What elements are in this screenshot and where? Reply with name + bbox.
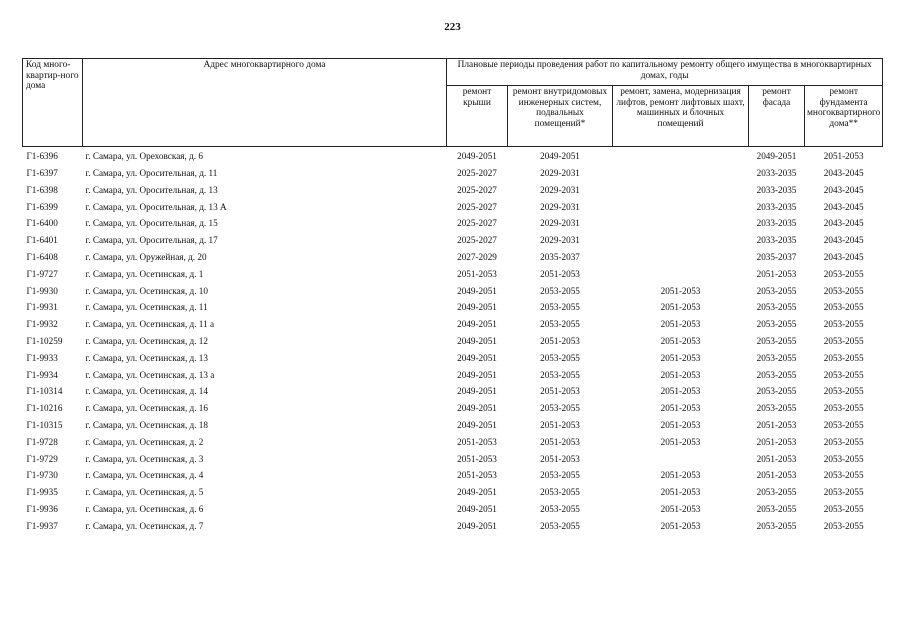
- cell-foundation: 2053-2055: [823, 268, 864, 279]
- table-row: [23, 299, 883, 316]
- cell-elevators: 2051-2053: [660, 336, 701, 347]
- table-row: [23, 417, 883, 434]
- cell-foundation: 2051-2053: [823, 151, 864, 162]
- cell-foundation: 2053-2055: [823, 302, 864, 313]
- cell-foundation: 2053-2055: [823, 453, 864, 464]
- table-row: [23, 434, 883, 451]
- cell-roof: 2049-2051: [457, 420, 497, 430]
- cell-engineering: 2029-2031: [540, 184, 580, 195]
- header-periods: Плановые периоды проведения работ по капитальному ремонту общего имущества в многоквартирных домах, годы: [447, 59, 883, 86]
- cell-address: г. Самара, ул. Осетинская, д. 3: [85, 453, 204, 464]
- cell-roof: 2025-2027: [457, 168, 497, 179]
- cell-elevators: [613, 232, 749, 249]
- cell-address: г. Самара, ул. Осетинская, д. 18: [85, 420, 208, 430]
- cell-address: г. Самара, ул. Осетинская, д. 1: [85, 268, 204, 279]
- cell-engineering: 2053-2055: [540, 470, 580, 481]
- cell-facade: 2053-2055: [756, 503, 797, 514]
- cell-foundation: 2053-2055: [823, 436, 864, 447]
- cell-elevators: 2051-2053: [660, 302, 701, 313]
- cell-address: г. Самара, ул. Оросительная, д. 11: [85, 168, 218, 179]
- cell-roof: 2025-2027: [457, 184, 497, 195]
- cell-roof: 2049-2051: [457, 487, 497, 498]
- cell-code: Г1-9931: [26, 302, 58, 313]
- cell-code: Г1-9727: [26, 268, 58, 279]
- cell-address: г. Самара, ул. Осетинская, д. 11 а: [85, 319, 215, 330]
- cell-foundation: 2053-2055: [823, 403, 864, 414]
- cell-address: г. Самара, ул. Ореховская, д. 6: [85, 151, 203, 162]
- cell-code: Г1-9933: [26, 352, 58, 363]
- table-row: [23, 316, 883, 333]
- cell-engineering: 2053-2055: [540, 487, 580, 498]
- cell-facade: 2051-2053: [756, 268, 797, 279]
- table-row: [23, 232, 883, 249]
- table-row: [23, 467, 883, 484]
- cell-address: г. Самара, ул. Оросительная, д. 13: [85, 184, 218, 195]
- cell-foundation: 2053-2055: [823, 352, 864, 363]
- cell-engineering: 2051-2053: [540, 453, 580, 464]
- cell-code: Г1-10314: [26, 386, 63, 397]
- cell-facade: 2053-2055: [756, 352, 797, 363]
- cell-address: г. Самара, ул. Оросительная, д. 17: [85, 235, 218, 246]
- cell-code: Г1-6398: [26, 184, 58, 195]
- cell-engineering: 2053-2055: [540, 369, 580, 380]
- cell-address: г. Самара, ул. Осетинская, д. 16: [85, 403, 208, 414]
- cell-facade: 2053-2055: [756, 319, 797, 330]
- cell-code: Г1-6397: [26, 168, 58, 179]
- cell-facade: 2033-2035: [756, 184, 797, 195]
- header-foundation: ремонт фундамента многоквартирного дома**: [805, 86, 883, 147]
- cell-code: Г1-6401: [26, 235, 58, 246]
- cell-roof: 2049-2051: [457, 503, 497, 514]
- cell-roof: 2049-2051: [457, 386, 497, 397]
- cell-address: г. Самара, ул. Оросительная, д. 15: [85, 218, 218, 229]
- table-row: [23, 249, 883, 266]
- cell-code: Г1-6396: [26, 151, 58, 162]
- cell-roof: 2051-2053: [457, 470, 497, 481]
- cell-roof: 2025-2027: [457, 235, 497, 246]
- cell-facade: 2053-2055: [756, 285, 797, 296]
- cell-elevators: [613, 215, 749, 232]
- cell-foundation: 2053-2055: [823, 520, 864, 531]
- cell-roof: 2049-2051: [457, 352, 497, 363]
- cell-address: г. Самара, ул. Осетинская, д. 13 а: [85, 369, 215, 380]
- cell-elevators: 2051-2053: [660, 520, 701, 531]
- cell-code: Г1-9728: [26, 436, 58, 447]
- cell-roof: 2049-2051: [457, 336, 497, 347]
- cell-elevators: 2051-2053: [660, 487, 701, 498]
- cell-facade: 2033-2035: [756, 201, 797, 212]
- cell-roof: 2051-2053: [457, 268, 497, 279]
- cell-roof: 2049-2051: [457, 151, 497, 162]
- cell-facade: 2035-2037: [756, 252, 797, 263]
- cell-foundation: 2043-2045: [823, 218, 864, 229]
- cell-facade: 2053-2055: [756, 302, 797, 313]
- cell-engineering: 2029-2031: [540, 168, 580, 179]
- cell-code: Г1-10315: [26, 420, 63, 430]
- cell-code: Г1-9930: [26, 285, 58, 296]
- cell-engineering: 2051-2053: [540, 420, 580, 430]
- table-row: [23, 215, 883, 232]
- cell-address: г. Самара, ул. Осетинская, д. 6: [85, 503, 204, 514]
- cell-engineering: 2053-2055: [540, 352, 580, 363]
- cell-elevators: [613, 450, 749, 467]
- cell-roof: 2049-2051: [457, 403, 497, 414]
- cell-engineering: 2051-2053: [540, 268, 580, 279]
- cell-engineering: 2049-2051: [540, 151, 580, 162]
- cell-elevators: [613, 182, 749, 199]
- cell-facade: 2053-2055: [756, 369, 797, 380]
- cell-code: Г1-9937: [26, 520, 58, 531]
- cell-facade: 2051-2053: [756, 420, 797, 430]
- cell-facade: 2053-2055: [756, 520, 797, 531]
- header-engineering: ремонт внутридомовых инженерных систем, подвальных помещений*: [508, 86, 613, 147]
- cell-address: г. Самара, ул. Осетинская, д. 14: [85, 386, 208, 397]
- cell-elevators: 2051-2053: [660, 319, 701, 330]
- cell-foundation: 2043-2045: [823, 201, 864, 212]
- capital-repair-table: [22, 58, 883, 534]
- cell-code: Г1-10259: [26, 336, 63, 347]
- cell-foundation: 2053-2055: [823, 470, 864, 481]
- cell-facade: 2053-2055: [756, 487, 797, 498]
- table-row: [23, 450, 883, 467]
- cell-elevators: 2051-2053: [660, 503, 701, 514]
- cell-roof: 2049-2051: [457, 302, 497, 313]
- table-row: [23, 182, 883, 199]
- cell-facade: 2051-2053: [756, 470, 797, 481]
- cell-foundation: 2043-2045: [823, 184, 864, 195]
- cell-facade: 2053-2055: [756, 336, 797, 347]
- table-row: [23, 383, 883, 400]
- cell-facade: 2033-2035: [756, 168, 797, 179]
- cell-code: Г1-9935: [26, 487, 58, 498]
- cell-elevators: [613, 266, 749, 283]
- cell-elevators: [613, 249, 749, 266]
- table-row: [23, 165, 883, 182]
- cell-address: г. Самара, ул. Осетинская, д. 4: [85, 470, 204, 481]
- header-roof: ремонт крыши: [447, 86, 508, 147]
- table-row: [23, 484, 883, 501]
- table-row: [23, 198, 883, 215]
- cell-engineering: 2053-2055: [540, 403, 580, 414]
- cell-elevators: 2051-2053: [660, 369, 701, 380]
- cell-foundation: 2043-2045: [823, 235, 864, 246]
- cell-roof: 2051-2053: [457, 436, 497, 447]
- cell-foundation: 2053-2055: [823, 369, 864, 380]
- cell-facade: 2033-2035: [756, 235, 797, 246]
- cell-address: г. Самара, ул. Оросительная, д. 13 А: [85, 201, 227, 212]
- cell-roof: 2025-2027: [457, 218, 497, 229]
- cell-foundation: 2043-2045: [823, 168, 864, 179]
- cell-code: Г1-9729: [26, 453, 58, 464]
- cell-engineering: 2053-2055: [540, 285, 580, 296]
- cell-foundation: 2053-2055: [823, 503, 864, 514]
- table-header: [23, 59, 883, 147]
- cell-address: г. Самара, ул. Осетинская, д. 5: [85, 487, 204, 498]
- table-row: [23, 147, 883, 165]
- cell-facade: 2049-2051: [756, 151, 797, 162]
- cell-facade: 2051-2053: [756, 453, 797, 464]
- cell-elevators: [613, 165, 749, 182]
- cell-facade: 2033-2035: [756, 218, 797, 229]
- table-row: [23, 518, 883, 535]
- cell-code: Г1-9934: [26, 369, 58, 380]
- cell-code: Г1-6408: [26, 252, 58, 263]
- cell-foundation: 2053-2055: [823, 386, 864, 397]
- cell-address: г. Самара, ул. Осетинская, д. 10: [85, 285, 208, 296]
- table-row: [23, 266, 883, 283]
- table-row: [23, 333, 883, 350]
- cell-foundation: 2053-2055: [823, 319, 864, 330]
- cell-engineering: 2053-2055: [540, 319, 580, 330]
- header-code: Код много-квартир-ного дома: [23, 59, 83, 147]
- cell-facade: 2053-2055: [756, 403, 797, 414]
- header-address: Адрес многоквартирного дома: [83, 59, 447, 147]
- cell-roof: 2049-2051: [457, 285, 497, 296]
- cell-engineering: 2051-2053: [540, 336, 580, 347]
- cell-roof: 2027-2029: [457, 252, 497, 263]
- cell-elevators: [613, 147, 749, 165]
- cell-roof: 2049-2051: [457, 369, 497, 380]
- cell-code: Г1-9932: [26, 319, 58, 330]
- cell-engineering: 2051-2053: [540, 436, 580, 447]
- table-row: [23, 400, 883, 417]
- table-row: [23, 501, 883, 518]
- cell-elevators: 2051-2053: [660, 285, 701, 296]
- cell-engineering: 2029-2031: [540, 218, 580, 229]
- cell-code: Г1-10216: [26, 403, 63, 414]
- cell-address: г. Самара, ул. Осетинская, д. 12: [85, 336, 208, 347]
- cell-code: Г1-9730: [26, 470, 58, 481]
- cell-code: Г1-6400: [26, 218, 58, 229]
- cell-code: Г1-6399: [26, 201, 58, 212]
- cell-elevators: 2051-2053: [660, 352, 701, 363]
- cell-foundation: 2043-2045: [823, 252, 864, 263]
- cell-elevators: 2051-2053: [660, 436, 701, 447]
- cell-foundation: 2053-2055: [823, 285, 864, 296]
- cell-elevators: 2051-2053: [660, 403, 701, 414]
- page-number: 223: [444, 21, 461, 33]
- cell-elevators: 2051-2053: [660, 470, 701, 481]
- cell-roof: 2049-2051: [457, 520, 497, 531]
- cell-code: Г1-9936: [26, 503, 58, 514]
- cell-foundation: 2053-2055: [823, 336, 864, 347]
- table-body: [23, 147, 883, 535]
- cell-engineering: 2051-2053: [540, 386, 580, 397]
- cell-foundation: 2053-2055: [823, 487, 864, 498]
- table-row: [23, 282, 883, 299]
- header-elevators: ремонт, замена, модернизация лифтов, ремонт лифтовых шахт, машинных и блочных помещений: [613, 86, 749, 147]
- cell-address: г. Самара, ул. Осетинская, д. 7: [85, 520, 204, 531]
- cell-address: г. Самара, ул. Осетинская, д. 11: [85, 302, 208, 313]
- cell-address: г. Самара, ул. Осетинская, д. 2: [85, 436, 204, 447]
- table-row: [23, 350, 883, 367]
- cell-engineering: 2053-2055: [540, 302, 580, 313]
- header-facade: ремонт фасада: [749, 86, 805, 147]
- cell-engineering: 2053-2055: [540, 520, 580, 531]
- cell-roof: 2051-2053: [457, 453, 497, 464]
- cell-roof: 2049-2051: [457, 319, 497, 330]
- cell-engineering: 2053-2055: [540, 503, 580, 514]
- cell-engineering: 2029-2031: [540, 235, 580, 246]
- cell-engineering: 2029-2031: [540, 201, 580, 212]
- cell-elevators: 2051-2053: [660, 420, 701, 430]
- cell-elevators: 2051-2053: [660, 386, 701, 397]
- table-row: [23, 366, 883, 383]
- cell-address: г. Самара, ул. Оружейная, д. 20: [85, 252, 207, 263]
- cell-roof: 2025-2027: [457, 201, 497, 212]
- cell-facade: 2053-2055: [756, 386, 797, 397]
- cell-facade: 2051-2053: [756, 436, 797, 447]
- cell-elevators: [613, 198, 749, 215]
- cell-engineering: 2035-2037: [540, 252, 580, 263]
- cell-foundation: 2053-2055: [823, 420, 864, 430]
- cell-address: г. Самара, ул. Осетинская, д. 13: [85, 352, 208, 363]
